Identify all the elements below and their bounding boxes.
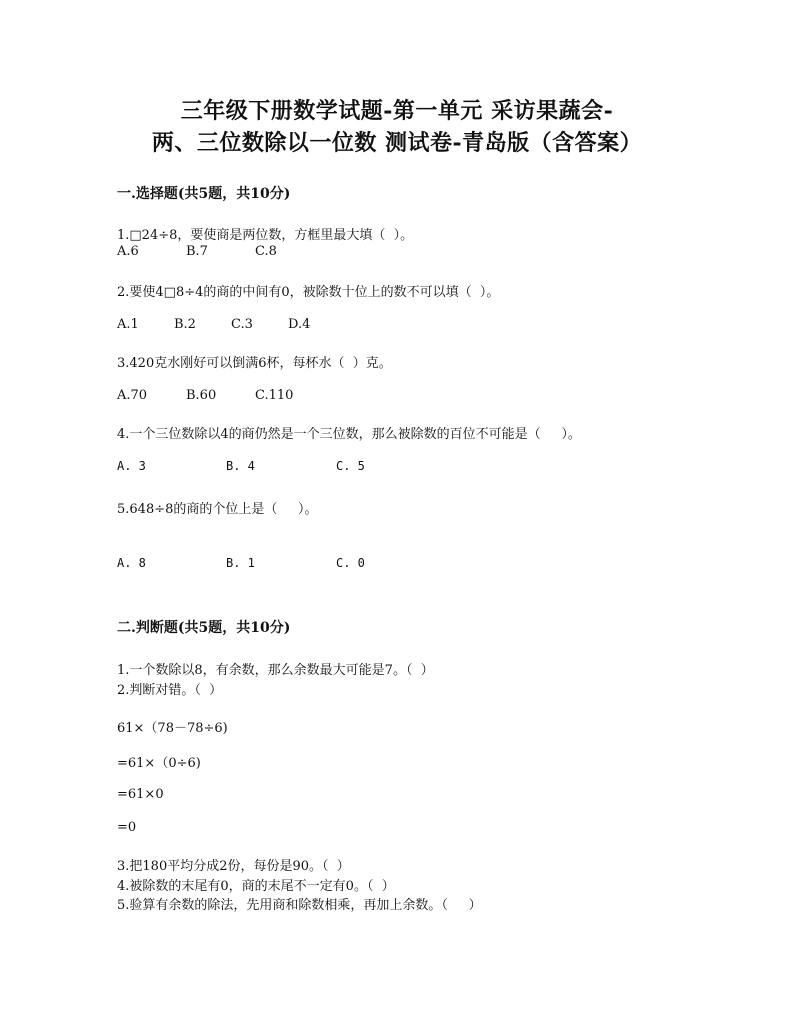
question-2-option-a: A.1 bbox=[117, 317, 139, 332]
question-2-option-b: B.2 bbox=[174, 317, 196, 332]
calculation-step-3: =61×0 bbox=[117, 787, 164, 802]
question-1-option-c: C.8 bbox=[255, 244, 277, 259]
question-4-text: 4.一个三位数除以4的商仍然是一个三位数，那么被除数的百位不可能是（ ）。 bbox=[117, 427, 581, 442]
question-2-option-c: C.3 bbox=[231, 317, 253, 332]
calculation-step-2: =61×（0÷6) bbox=[117, 756, 201, 771]
question-5-option-a: A. 8 bbox=[117, 556, 146, 570]
page-title-line-1: 三年级下册数学试题-第一单元 采访果蔬会- bbox=[180, 98, 614, 124]
judgement-line-4: 4.被除数的末尾有0，商的末尾不一定有0。（ ） bbox=[117, 879, 395, 894]
question-3-option-b: B.60 bbox=[186, 388, 217, 403]
question-2-text: 2.要使4□8÷4的商的中间有0，被除数十位上的数不可以填（ ）。 bbox=[117, 285, 500, 300]
judgement-line-5: 5.验算有余数的除法，先用商和除数相乘，再加上余数。（ ） bbox=[117, 898, 482, 913]
section-2-heading: 二.判断题(共5题，共10分) bbox=[117, 620, 291, 636]
page-title-line-2: 两、三位数除以一位数 测试卷-青岛版（含答案） bbox=[151, 130, 643, 156]
calculation-step-1: 61×（78－78÷6) bbox=[117, 721, 228, 736]
question-4-option-a: A. 3 bbox=[117, 459, 146, 473]
calculation-step-4: =0 bbox=[117, 820, 137, 835]
question-1-option-b: B.7 bbox=[186, 244, 208, 259]
question-4-option-b: B. 4 bbox=[226, 459, 255, 473]
question-5-option-b: B. 1 bbox=[226, 556, 255, 570]
question-5-option-c: C. 0 bbox=[336, 556, 365, 570]
judgement-line-3: 3.把180平均分成2份，每份是90。（ ） bbox=[117, 859, 350, 874]
question-4-option-c: C. 5 bbox=[336, 459, 365, 473]
judgement-line-1: 1.一个数除以8，有余数，那么余数最大可能是7。（ ） bbox=[117, 663, 434, 678]
question-1-option-a: A.6 bbox=[117, 244, 139, 259]
question-3-text: 3.420克水刚好可以倒满6杯，每杯水（ ）克。 bbox=[117, 356, 392, 371]
judgement-line-2: 2.判断对错。（ ） bbox=[117, 683, 223, 698]
section-1-heading: 一.选择题(共5题，共10分) bbox=[117, 186, 291, 202]
question-3-option-a: A.70 bbox=[117, 388, 148, 403]
question-1-text: 1.□24÷8，要使商是两位数，方框里最大填（ ）。 bbox=[117, 228, 414, 243]
question-3-option-c: C.110 bbox=[255, 388, 294, 403]
question-2-option-d: D.4 bbox=[288, 317, 311, 332]
question-5-text: 5.648÷8的商的个位上是（ ）。 bbox=[117, 502, 318, 517]
